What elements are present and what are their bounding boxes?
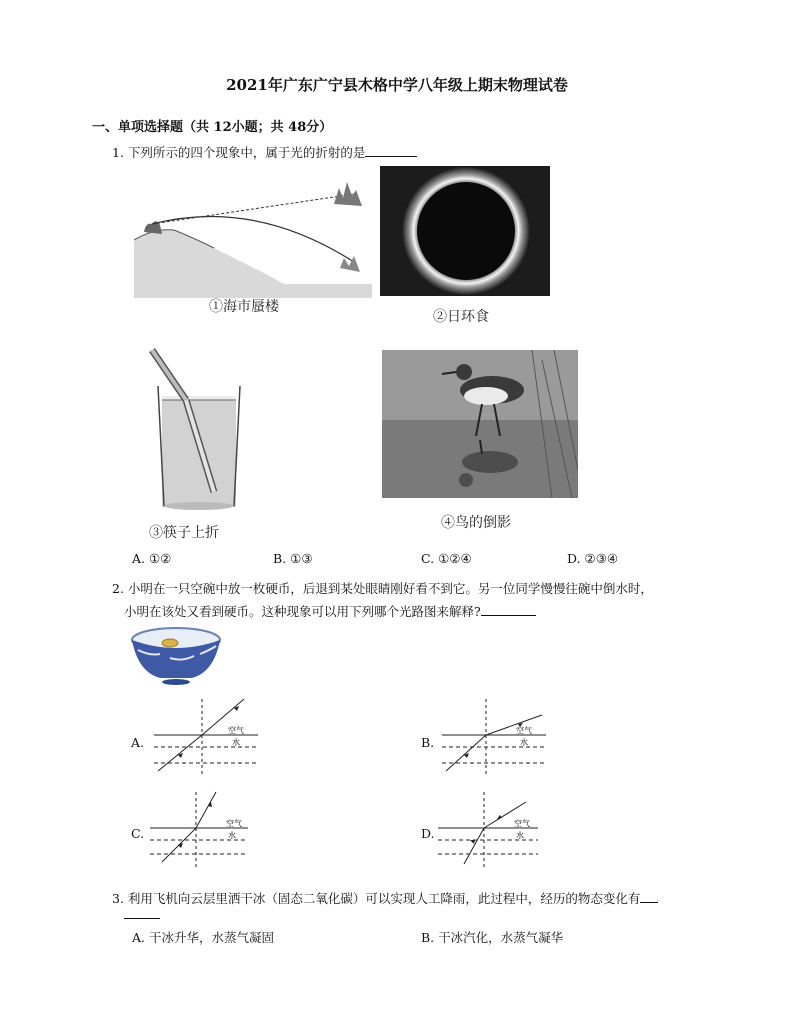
caption-chopsticks: ③筷子上折 [149, 525, 219, 541]
question-2-stem: 小明在该处又看到硬币。这种现象可以用下列哪个光路图来解释? [124, 604, 481, 619]
question-3-text [112, 888, 658, 909]
answer-blank [365, 144, 417, 157]
water-label: 水 [232, 738, 240, 747]
question-1-text [112, 142, 417, 163]
air-label: 空气 [228, 726, 244, 735]
ray-diagram-a[interactable] [152, 695, 262, 777]
q2-option-b-label[interactable]: B. [421, 735, 435, 750]
caption-eclipse: ②日环食 [433, 309, 489, 325]
q1-option-c[interactable]: C. ①②④ [421, 551, 472, 566]
answer-blank-continued [124, 918, 160, 919]
caption-bird: ④鸟的倒影 [441, 515, 511, 531]
air-label: 空气 [226, 819, 242, 828]
q1-option-d[interactable]: D. ②③④ [567, 551, 619, 566]
q2-option-a-label[interactable]: A. [131, 735, 145, 750]
question-1-stem: 1. 下列所示的四个现象中，属于光的折射的是 [112, 145, 366, 160]
ray-diagram-c[interactable] [148, 788, 258, 870]
ray-diagram-d[interactable] [436, 788, 546, 870]
air-label: 空气 [516, 726, 532, 735]
question-3-stem: 3. 利用飞机向云层里洒干冰（固态二氧化碳）可以实现人工降雨，此过程中，经历的物态变化有 [112, 891, 641, 906]
ray-diagram-b[interactable] [440, 695, 550, 777]
water-label: 水 [520, 738, 528, 747]
mirage-picture [134, 178, 372, 298]
question-2-line-2 [124, 601, 536, 622]
answer-blank [481, 603, 536, 616]
page-title: 2021年广东广宁县木格中学八年级上期末物理试卷 [226, 76, 568, 94]
q3-option-b[interactable]: B. 干冰汽化，水蒸气凝华 [421, 930, 564, 945]
bowl-coin-picture [130, 626, 222, 686]
water-label: 水 [228, 831, 236, 840]
q1-option-b[interactable]: B. ①③ [273, 551, 313, 566]
eclipse-picture [380, 166, 550, 296]
q1-option-a[interactable]: A. ①② [132, 551, 172, 566]
water-label: 水 [516, 831, 524, 840]
section-heading: 一、单项选择题（共 12小题；共 48分） [92, 120, 333, 135]
bird-picture [382, 350, 578, 498]
q3-option-a[interactable]: A. 干冰升华，水蒸气凝固 [132, 930, 274, 945]
caption-mirage: ①海市蜃楼 [209, 299, 279, 315]
question-2-line-1: 2. 小明在一只空碗中放一枚硬币，后退到某处眼睛刚好看不到它。另一位同学慢慢往碗中倒水时， [112, 581, 653, 596]
air-label: 空气 [514, 819, 530, 828]
answer-blank [640, 890, 658, 903]
q2-option-d-label[interactable]: D. [421, 826, 435, 841]
chopsticks-picture [148, 346, 248, 516]
q2-option-c-label[interactable]: C. [131, 826, 145, 841]
